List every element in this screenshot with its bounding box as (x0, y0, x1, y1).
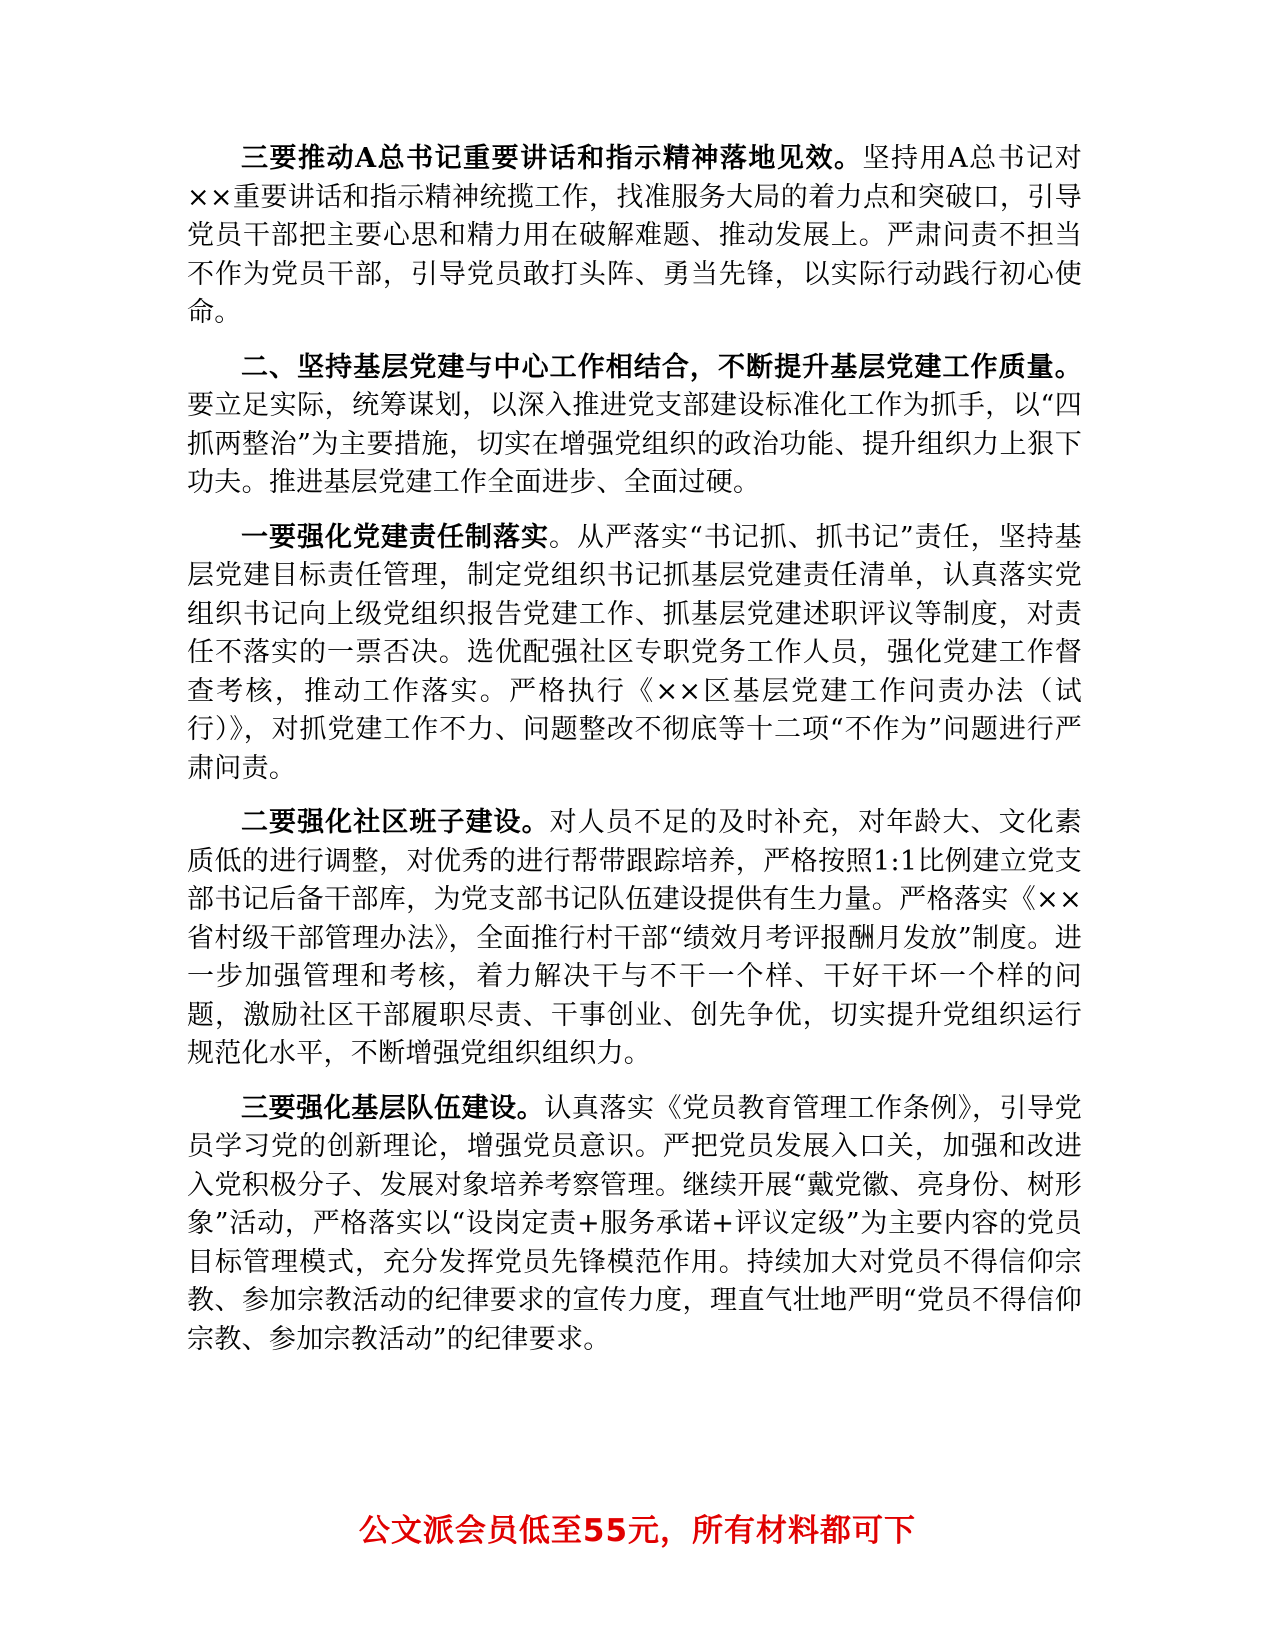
paragraph-3 (187, 519, 1082, 789)
paragraph-heading: 三要强化基层队伍建设。 (241, 1092, 545, 1124)
paragraph-text: 认真落实《党员教育管理工作条例》，引导党员学习党的创新理论，增强党员意识。严把党员发展入口关，加强和改进入党积极分子、发展对象培养考察管理。继续开展“戴党徽、亮身份、树形象”活动，严格落实以“设岗定责+服务承诺+评议定级”为主要内容的党员目标管理模式，充分发挥党员先锋模范作用。持续加大对党员不得信仰宗教、参加宗教活动的纪律要求的宣传力度，理直气壮地严明“党员不得信仰宗教、参加宗教活动”的纪律要求。 (187, 1092, 1082, 1355)
document-body (187, 140, 1082, 1375)
paragraph-2 (187, 349, 1082, 503)
promo-banner: 公文派会员低至55元，所有材料都可下 (358, 1513, 917, 1549)
paragraph-text: 。从严落实“书记抓、抓书记”责任，坚持基层党建目标责任管理，制定党组织书记抓基层党建责任清单，认真落实党组织书记向上级党组织报告党建工作、抓基层党建述职评议等制度，对责任不落实的一票否决。选优配强社区专职党务工作人员，强化党建工作督查考核，推动工作落实。严格执行《××区基层党建工作问责办法（试行）》，对抓党建工作不力、问题整改不彻底等十二项“不作为”问题进行严肃问责。 (187, 521, 1082, 784)
paragraph-1 (187, 140, 1082, 333)
paragraph-heading: 二、坚持基层党建与中心工作相结合，不断提升基层党建工作质量。 (241, 351, 1082, 383)
paragraph-heading: 二要强化社区班子建设。 (241, 807, 550, 838)
paragraph-text: 坚持用A总书记对××重要讲话和指示精神统揽工作，找准服务大局的着力点和突破口，引导党员干部把主要心思和精力用在破解难题、推动发展上。严肃问责不担当不作为党员干部，引导党员敢打头阵、勇当先锋，以实际行动践行初心使命。 (187, 143, 1082, 328)
paragraph-text: 对人员不足的及时补充，对年龄大、文化素质低的进行调整，对优秀的进行帮带跟踪培养，严格按照1:1比例建立党支部书记后备干部库，为党支部书记队伍建设提供有生力量。严格落实《××省村级干部管理办法》，全面推行村干部“绩效月考评报酬月发放”制度。进一步加强管理和考核，着力解决干与不干一个样、干好干坏一个样的问题，激励社区干部履职尽责、干事创业、创先争优，切实提升党组织运行规范化水平，不断增强党组织组织力。 (187, 807, 1082, 1069)
paragraph-4 (187, 804, 1082, 1074)
paragraph-5 (187, 1090, 1082, 1360)
paragraph-heading: 三要推动A总书记重要讲话和指示精神落地见效。 (241, 143, 863, 174)
paragraph-text: 要立足实际，统筹谋划，以深入推进党支部建设标准化工作为抓手，以“四抓两整治”为主要措施，切实在增强党组织的政治功能、提升组织力上狠下功夫。推进基层党建工作全面进步、全面过硬。 (187, 390, 1082, 498)
paragraph-heading: 一要强化党建责任制落实 (241, 521, 550, 553)
